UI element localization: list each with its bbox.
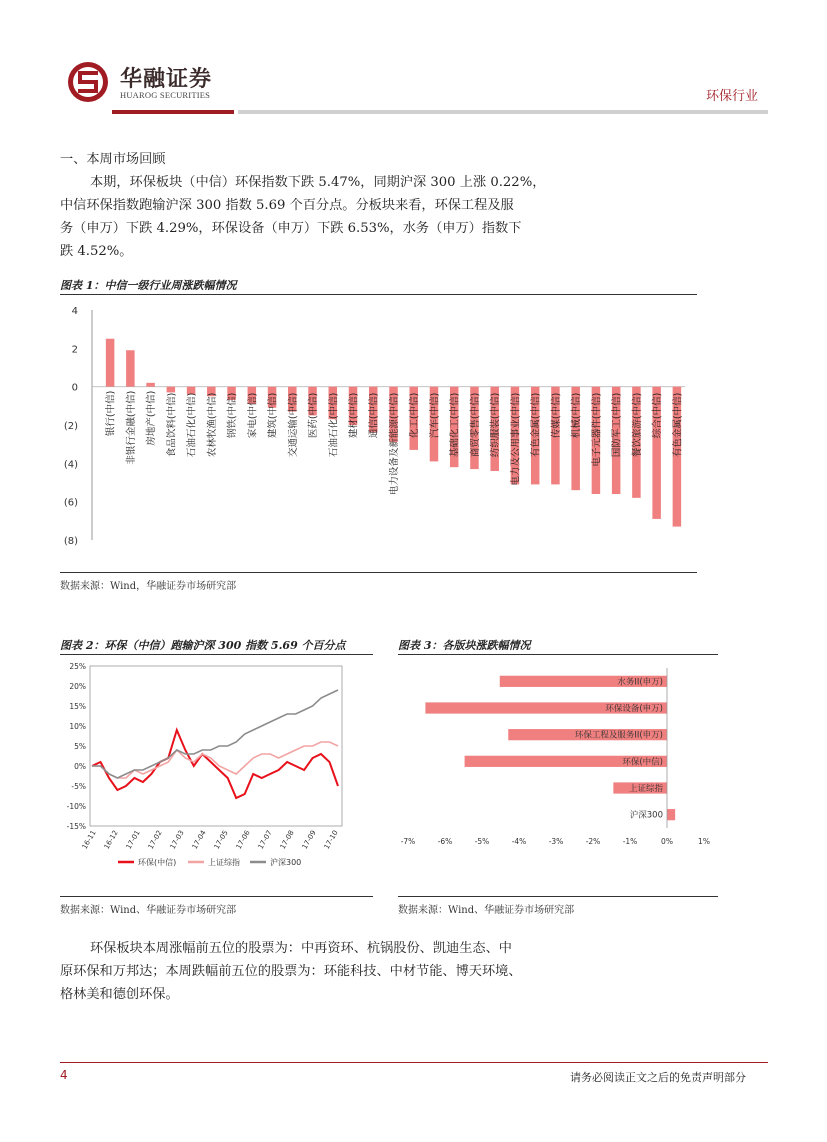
header — [0, 0, 827, 120]
fig1-category-label: 非银行金融(中信) — [125, 390, 137, 465]
fig1-y-tick-label: (6) — [63, 497, 78, 509]
fig1-y-tick-label: (2) — [63, 421, 78, 432]
footer-rule — [60, 1062, 768, 1063]
disclaimer-note: 请务必阅读正文之后的免责声明部分 — [570, 1071, 746, 1084]
fig1-category-label: 房地产(中信) — [146, 390, 158, 446]
fig3-x-tick-label: 1% — [698, 837, 710, 846]
section-heading: 一、本周市场回顾 — [60, 152, 166, 167]
fig1-category-label: 石油石化(中信) — [186, 392, 198, 458]
fig3-bottom-rule — [398, 896, 718, 897]
fig2-y-tick-label: -15% — [66, 822, 86, 831]
fig3-category-label: 环保(中信) — [622, 757, 663, 768]
fig1-title: 图表 1：中信一级行业周涨跌幅情况 — [60, 279, 237, 292]
header-divider-gray — [238, 110, 768, 114]
fig3-x-tick-label: -2% — [585, 837, 601, 846]
fig1-category-label: 医药(中信) — [308, 392, 320, 439]
fig2-x-tick-label: 16-12 — [102, 829, 120, 851]
fig1-bar — [167, 387, 176, 393]
fig1-category-label: 建筑(中信) — [267, 392, 279, 439]
fig1-category-label: 商贸零售(中信) — [469, 392, 481, 458]
fig1-category-label: 国防军工(中信) — [611, 392, 623, 458]
fig2-legend-label: 环保(中信) — [138, 858, 177, 867]
fig2-chart — [60, 656, 373, 896]
section-line-4: 跌 4.52%。 — [60, 244, 133, 259]
fig1-category-label: 银行(中信) — [105, 390, 117, 437]
fig1-category-label: 综合(中信) — [652, 392, 664, 439]
fig1-category-label: 纺织服装(中信) — [490, 392, 502, 458]
fig1-bottom-rule — [60, 572, 697, 573]
fig1-category-label: 机械(中信) — [571, 392, 583, 439]
fig2-legend-label: 沪深300 — [270, 858, 302, 867]
fig3-bar — [667, 809, 675, 820]
fig1-category-label: 农林牧渔(中信) — [206, 392, 218, 458]
fig3-category-label: 上证综指 — [628, 784, 663, 794]
fig3-source: 数据来源：Wind、华融证券市场研究部 — [398, 905, 575, 916]
industry-label: 环保行业 — [706, 89, 759, 104]
fig2-x-tick-label: 17-09 — [300, 829, 318, 851]
fig1-category-label: 传媒(中信) — [550, 392, 562, 439]
fig1-category-label: 食品饮料(中信) — [166, 392, 178, 458]
fig1-bar — [126, 350, 135, 386]
fig2-x-tick-label: 17-07 — [256, 829, 274, 851]
fig3-x-tick-label: -6% — [437, 837, 453, 846]
fig1-category-label: 电力及公用事业(中信) — [510, 392, 522, 486]
fig3-x-tick-label: -5% — [474, 837, 490, 846]
huarong-logo-icon — [66, 60, 110, 104]
fig2-bottom-rule — [60, 896, 373, 897]
fig2-y-tick-label: -5% — [71, 782, 86, 791]
fig1-category-label: 交通运输(中信) — [287, 392, 299, 458]
fig3-x-tick-label: -3% — [548, 837, 564, 846]
fig1-category-label: 餐饮旅游(中信) — [631, 392, 643, 458]
fig3-x-tick-label: -4% — [511, 837, 527, 846]
fig2-y-tick-label: -10% — [66, 802, 86, 811]
fig3-category-label: 沪深300 — [629, 810, 663, 821]
fig1-category-label: 建材(中信) — [348, 392, 360, 439]
fig1-category-label: 电子元器件(中信) — [591, 392, 603, 467]
fig2-x-tick-label: 17-02 — [146, 829, 164, 851]
fig3-x-tick-label: 0% — [661, 837, 673, 846]
fig2-x-tick-label: 17-03 — [168, 829, 186, 851]
fig2-y-tick-label: 5% — [74, 742, 86, 751]
company-name-en: HUAROG SECURITIES — [120, 90, 211, 100]
fig1-category-label: 有色金属(中信) — [530, 392, 542, 458]
fig2-x-tick-label: 17-01 — [124, 829, 142, 851]
fig3-x-tick-label: -1% — [622, 837, 638, 846]
fig1-bar — [106, 339, 115, 387]
fig2-series-line — [92, 730, 338, 798]
header-divider-red — [112, 110, 234, 114]
section-line-3: 务（申万）下跌 4.29%，环保设备（申万）下跌 6.53%，水务（申万）指数下 — [60, 221, 522, 236]
fig3-rule — [398, 654, 718, 655]
fig2-y-tick-label: 25% — [69, 662, 86, 671]
paragraph2-line-2: 原环保和万邦达；本周跌幅前五位的股票为：环能科技、中材节能、博天环境、 — [60, 964, 522, 979]
fig2-x-tick-label: 17-10 — [322, 829, 340, 851]
fig2-x-tick-label: 17-08 — [278, 829, 296, 851]
fig1-category-label: 家电(中信) — [247, 392, 259, 439]
paragraph2-line-3: 格林美和德创环保。 — [60, 987, 179, 1002]
fig3-category-label: 环保设备(申万) — [605, 704, 663, 714]
section-line-1: 本期，环保板块（中信）环保指数下跌 5.47%，同期沪深 300 上涨 0.22%， — [90, 175, 546, 190]
fig3-chart — [398, 656, 718, 896]
fig1-chart — [60, 296, 697, 572]
fig1-category-label: 基础化工(中信) — [449, 392, 461, 458]
fig2-source: 数据来源：Wind、华融证券市场研究部 — [60, 905, 237, 916]
fig3-category-label: 环保工程及服务II(申万) — [574, 730, 663, 741]
fig1-category-label: 有色金属(中信) — [672, 392, 684, 458]
fig1-source: 数据来源：Wind，华融证券市场研究部 — [60, 581, 237, 592]
fig1-category-label: 通信(中信) — [368, 392, 380, 439]
fig2-rule — [60, 654, 373, 655]
fig1-y-tick-label: (8) — [63, 536, 78, 547]
fig1-category-label: 石油石化(中信) — [328, 392, 340, 458]
fig1-bar — [146, 383, 155, 387]
fig1-category-label: 汽车(中信) — [429, 392, 441, 439]
fig2-x-tick-label: 17-05 — [212, 829, 230, 851]
fig2-legend-label: 上证综指 — [208, 858, 240, 867]
fig1-y-tick-label: 4 — [71, 306, 78, 317]
fig2-x-tick-label: 16-11 — [80, 829, 98, 851]
fig1-category-label: 化工(中信) — [409, 392, 421, 439]
fig2-y-tick-label: 0% — [74, 762, 86, 771]
fig2-y-tick-label: 15% — [69, 702, 86, 711]
fig3-category-label: 水务II(申万) — [617, 677, 663, 688]
fig3-x-tick-label: -7% — [400, 837, 416, 846]
page-number: 4 — [60, 1068, 68, 1082]
fig1-y-tick-label: 0 — [71, 382, 78, 394]
fig1-category-label: 电力设备及新能源(中信) — [389, 392, 400, 496]
fig2-x-tick-label: 17-06 — [234, 829, 252, 851]
fig3-title: 图表 3：各版块涨跌幅情况 — [398, 639, 531, 652]
fig2-title: 图表 2：环保（中信）跑输沪深 300 指数 5.69 个百分点 — [60, 639, 346, 652]
fig1-rule — [60, 294, 697, 295]
fig1-y-tick-label: (4) — [63, 459, 78, 471]
fig2-x-tick-label: 17-04 — [190, 829, 208, 851]
fig1-y-tick-label: 2 — [71, 344, 78, 356]
company-name-cn: 华融证券 — [120, 67, 213, 92]
section-line-2: 中信环保指数跑输沪深 300 指数 5.69 个百分点。分板块来看，环保工程及服 — [60, 198, 514, 213]
fig2-y-tick-label: 20% — [69, 682, 86, 691]
paragraph2-line-1: 环保板块本周涨幅前五位的股票为：中再资环、杭锅股份、凯迪生态、中 — [90, 941, 512, 956]
fig1-category-label: 钢铁(中信) — [227, 392, 239, 439]
fig2-y-tick-label: 10% — [69, 722, 86, 731]
